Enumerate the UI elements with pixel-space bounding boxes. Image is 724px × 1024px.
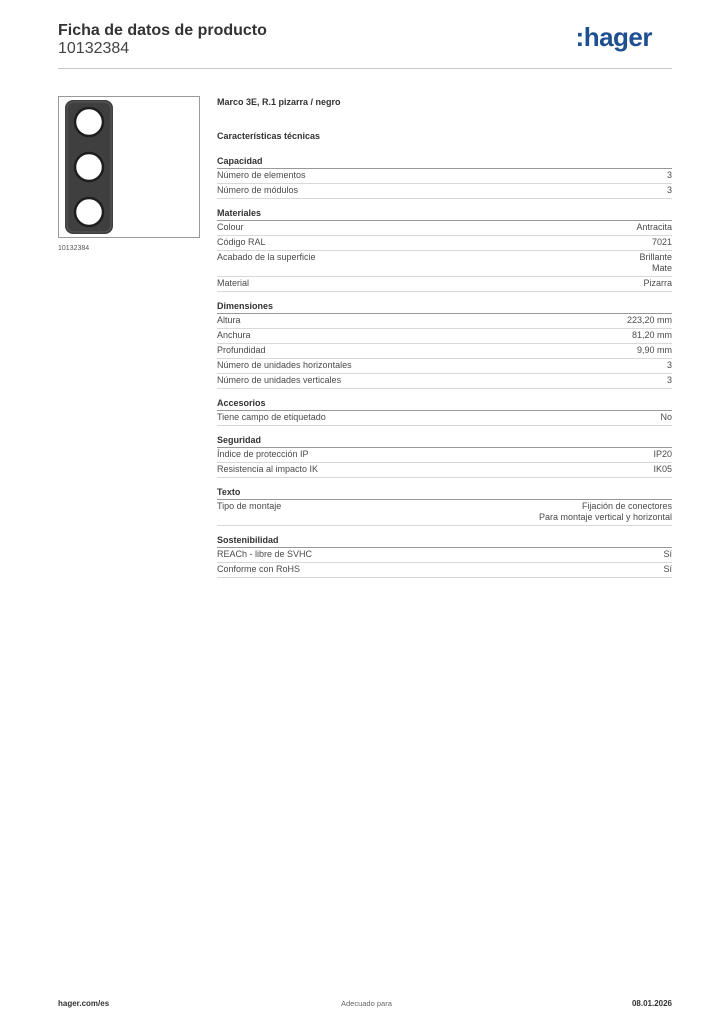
spec-value: 7021 — [651, 237, 672, 247]
page-header — [58, 22, 672, 70]
spec-section — [217, 534, 672, 578]
spec-value: 3 — [666, 170, 672, 180]
spec-row — [217, 277, 672, 292]
section-title: Accesorios — [217, 397, 672, 411]
spec-row — [217, 236, 672, 251]
spec-row — [217, 548, 672, 563]
spec-row — [217, 314, 672, 329]
spec-label: Conforme con RoHS — [217, 564, 301, 574]
section-title: Dimensiones — [217, 300, 672, 314]
spec-label: Anchura — [217, 330, 251, 340]
spec-row — [217, 329, 672, 344]
spec-value: 3 — [666, 185, 672, 195]
spec-label: Profundidad — [217, 345, 266, 355]
spec-value: Brillante Mate — [639, 252, 672, 273]
spec-section — [217, 207, 672, 292]
spec-row — [217, 221, 672, 236]
spec-label: Índice de protección IP — [217, 449, 309, 459]
section-title: Materiales — [217, 207, 672, 221]
image-caption: 10132384 — [58, 245, 90, 252]
technical-characteristics-heading: Características técnicas — [217, 131, 321, 141]
frame-opening-middle — [75, 153, 103, 181]
footer-suitable-for: Adecuado para — [341, 999, 392, 1008]
spec-value: Pizarra — [643, 278, 672, 288]
frame-opening-top — [75, 108, 103, 136]
spec-value: 223,20 mm — [626, 315, 672, 325]
section-title: Texto — [217, 486, 672, 500]
spec-value: 3 — [666, 375, 672, 385]
spec-label: Altura — [217, 315, 241, 325]
spec-row — [217, 359, 672, 374]
product-name: Marco 3E, R.1 pizarra / negro — [217, 97, 341, 107]
page-title: Ficha de datos de producto — [58, 22, 267, 39]
section-title: Seguridad — [217, 434, 672, 448]
spec-value: 81,20 mm — [631, 330, 672, 340]
spec-value: Sí — [663, 549, 672, 559]
spec-value: Antracita — [636, 222, 672, 232]
spec-row — [217, 184, 672, 199]
spec-label: REACh - libre de SVHC — [217, 549, 313, 559]
spec-section — [217, 300, 672, 389]
spec-section — [217, 397, 672, 426]
spec-value: Sí — [663, 564, 672, 574]
spec-value: 3 — [666, 360, 672, 370]
spec-label: Tiene campo de etiquetado — [217, 412, 326, 422]
spec-row — [217, 411, 672, 426]
frame-picture — [59, 97, 199, 237]
header-divider — [58, 68, 672, 69]
section-title: Capacidad — [217, 155, 672, 169]
product-image — [58, 96, 200, 238]
spec-row — [217, 448, 672, 463]
spec-label: Tipo de montaje — [217, 501, 282, 511]
spec-label: Número de elementos — [217, 170, 306, 180]
spec-row — [217, 563, 672, 578]
spec-label: Material — [217, 278, 250, 288]
footer-website: hager.com/es — [58, 999, 110, 1008]
spec-label: Número de unidades verticales — [217, 375, 342, 385]
spec-section — [217, 486, 672, 526]
spec-row — [217, 463, 672, 478]
spec-row — [217, 169, 672, 184]
spec-label: Colour — [217, 222, 244, 232]
spec-row — [217, 251, 672, 277]
spec-value: IP20 — [653, 449, 672, 459]
spec-value: No — [660, 412, 672, 422]
spec-label: Acabado de la superficie — [217, 252, 316, 262]
spec-value: IK05 — [653, 464, 672, 474]
spec-label: Número de unidades horizontales — [217, 360, 352, 370]
spec-section — [217, 434, 672, 478]
spec-section — [217, 155, 672, 199]
hager-logo: :hager — [575, 22, 652, 52]
section-title: Sostenibilidad — [217, 534, 672, 548]
spec-row — [217, 344, 672, 359]
spec-row — [217, 374, 672, 389]
footer-date: 08.01.2026 — [631, 999, 672, 1008]
frame-opening-bottom — [75, 198, 103, 226]
spec-label: Número de módulos — [217, 185, 299, 195]
spec-sections — [217, 155, 672, 578]
product-number: 10132384 — [58, 40, 130, 57]
product-details — [217, 95, 672, 586]
spec-value: Fijación de conectores Para montaje vertical y horizontal — [538, 501, 672, 522]
spec-label: Código RAL — [217, 237, 266, 247]
spec-row — [217, 500, 672, 526]
spec-value: 9,90 mm — [636, 345, 672, 355]
spec-label: Resistencia al impacto IK — [217, 464, 319, 474]
